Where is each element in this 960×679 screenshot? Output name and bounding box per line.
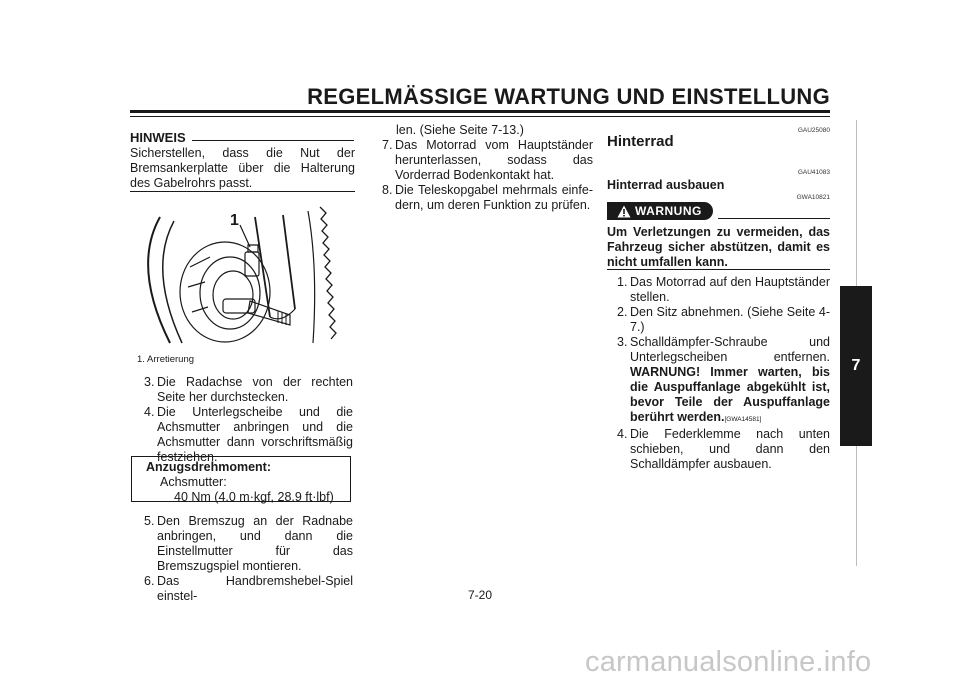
right-steps-list: [604, 275, 830, 472]
warning-rule: [718, 218, 830, 219]
step-number: 7.: [382, 138, 393, 152]
warning-code: GWA10821: [796, 194, 830, 201]
step-number: 5.: [144, 514, 155, 528]
left-steps-list: [131, 375, 353, 465]
list-item: [604, 305, 830, 335]
chapter-tab: 7: [840, 286, 872, 446]
watermark-text: carmanualsonline.info: [585, 646, 872, 678]
warning-text: Um Verletzungen zu vermeiden, das Fahrzeug sicher abstützen, damit es nicht umfallen kann.: [607, 225, 830, 269]
step-text: Das Motorrad vom Hauptständer herunterlassen, sodass das Vorderrad Bodenkontakt hat.: [395, 138, 593, 182]
step-text: Das Handbremshebel-Spiel einstel-: [157, 574, 353, 603]
list-item: [369, 183, 593, 213]
hinweis-bottom-rule: [130, 191, 355, 192]
torque-spec-box: [131, 456, 351, 502]
left-steps-list-2: [131, 514, 353, 604]
torque-title: Anzugsdrehmoment:: [146, 460, 271, 474]
continued-text: len. (Siehe Seite 7-13.): [396, 123, 524, 137]
figure-callout-number: 1: [230, 212, 239, 229]
list-item: [604, 275, 830, 305]
side-tab-guide-bottom: [856, 446, 857, 566]
warning-label: WARNUNG: [635, 204, 702, 218]
torque-value: 40 Nm (4.0 m·kgf, 28.9 ft·lbf): [174, 490, 334, 504]
header-rule-thin: [130, 116, 830, 117]
step-text-normal: Schalldämpfer-Schraube und Unterlegscheiben entfernen.: [630, 335, 830, 364]
step-number: 1.: [617, 275, 628, 289]
step-text: Das Motorrad auf den Hauptständer stellen.: [630, 275, 830, 304]
subsection-code: GAU41083: [797, 169, 830, 176]
step-warning-code: [GWA14581]: [724, 416, 762, 423]
list-item: [369, 138, 593, 183]
section-title: Hinterrad: [607, 133, 674, 150]
step-warning-inline: WARNUNG! Immer warten, bis die Auspuffanlage abgekühlt ist, bevor Teile der Auspuffanlage berührt werden.: [630, 365, 830, 424]
step-text: Die Federklemme nach unten schieben, und dann den Schalldämpfer ausbauen.: [630, 427, 830, 471]
step-number: 3.: [144, 375, 155, 389]
hinweis-rule: [192, 140, 354, 141]
step-text: Die Unterlegscheibe und die Achsmutter anbringen und die Achsmutter dann vorschriftsmäßig festziehen.: [157, 405, 353, 464]
step-number: 8.: [382, 183, 393, 197]
list-item: [131, 574, 353, 604]
list-item: [131, 514, 353, 574]
warning-bottom-rule: [607, 269, 830, 270]
figure-caption: 1. Arretierung: [137, 354, 195, 365]
middle-steps-list: [369, 138, 593, 213]
hinweis-text: Sicherstellen, dass die Nut der Bremsankerplatte über die Halterung des Gabelrohrs passt.: [130, 146, 355, 190]
step-text: Die Radachse von der rechten Seite her durchstecken.: [157, 375, 353, 404]
section-code: GAU25080: [797, 127, 830, 134]
list-item: [604, 335, 830, 427]
step-text: Den Bremszug an der Radnabe anbringen, und dann die Einstellmutter für das Bremszugspiel montieren.: [157, 514, 353, 573]
step-number: 4.: [144, 405, 155, 419]
list-item: [604, 427, 830, 472]
side-tab-guide-top: [856, 120, 857, 286]
step-text: [630, 335, 830, 427]
wheel-drawing: [130, 197, 355, 345]
warning-badge: [607, 202, 713, 220]
step-number: 3.: [617, 335, 628, 349]
hinweis-heading: HINWEIS: [130, 130, 186, 145]
step-number: 6.: [144, 574, 155, 588]
front-wheel-illustration: [130, 197, 355, 345]
page-number: 7-20: [467, 588, 493, 602]
step-number: 4.: [617, 427, 628, 441]
list-item: [131, 375, 353, 405]
page-header-title: REGELMÄSSIGE WARTUNG UND EINSTELLUNG: [307, 84, 830, 109]
step-text: Den Sitz abnehmen. (Siehe Seite 4-7.): [630, 305, 830, 334]
header-rule-thick: [130, 110, 830, 113]
torque-item: Achsmutter:: [160, 475, 227, 489]
warning-triangle-icon: [617, 205, 631, 218]
step-text: Die Teleskopgabel mehrmals einfedern, um deren Funktion zu prüfen.: [395, 183, 593, 212]
subsection-title: Hinterrad ausbauen: [607, 178, 725, 192]
step-number: 2.: [617, 305, 628, 319]
